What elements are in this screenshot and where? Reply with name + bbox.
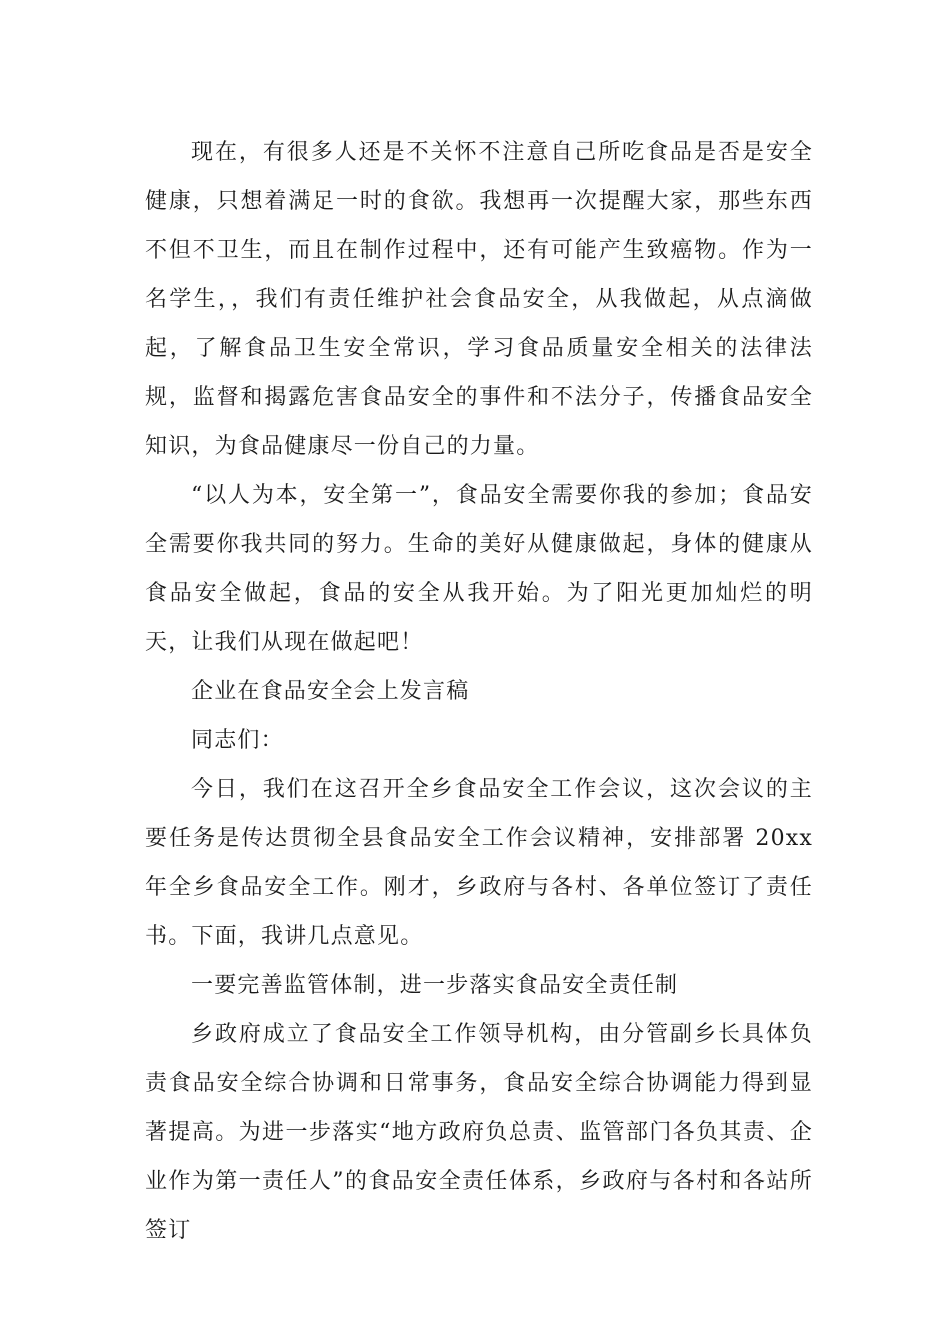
document-body xyxy=(145,128,813,1255)
paragraph-people-first: “以人为本，安全第一”，食品安全需要你我的参加；食品安全需要你我共同的努力。生命的美好从健康做起，身体的健康从食品安全做起，食品的安全从我开始。为了阳光更加灿烂的明天，让我们从现在做起吧！ xyxy=(145,483,813,655)
paragraph-meeting-intro: 今日，我们在这召开全乡食品安全工作会议，这次会议的主要任务是传达贯彻全县食品安全工作会议精神，安排部署 20xx 年全乡食品安全工作。刚才，乡政府与各村、各单位签订了责任书。下面，我讲几点意见。 xyxy=(145,777,813,949)
salutation: 同志们： xyxy=(191,728,284,753)
paragraph-leadership-body: 乡政府成立了食品安全工作领导机构，由分管副乡长具体负责食品安全综合协调和日常事务，食品安全综合协调能力得到显著提高。为进一步落实“地方政府负总责、监管部门各负其责、企业作为第一责任人”的食品安全责任体系，乡政府与各村和各站所签订 xyxy=(145,1022,813,1243)
paragraph-food-safety-awareness: 现在，有很多人还是不关怀不注意自己所吃食品是否是安全健康，只想着满足一时的食欲。我想再一次提醒大家，那些东西不但不卫生，而且在制作过程中，还有可能产生致癌物。作为一名学生，，我们有责任维护社会食品安全，从我做起，从点滴做起，了解食品卫生安全常识，学习食品质量安全相关的法律法规，监督和揭露危害食品安全的事件和不法分子，传播食品安全知识，为食品健康尽一份自己的力量。 xyxy=(145,140,813,459)
section-heading-supervision: 一要完善监管体制，进一步落实食品安全责任制 xyxy=(191,973,679,998)
speech-title: 企业在食品安全会上发言稿 xyxy=(191,679,470,704)
